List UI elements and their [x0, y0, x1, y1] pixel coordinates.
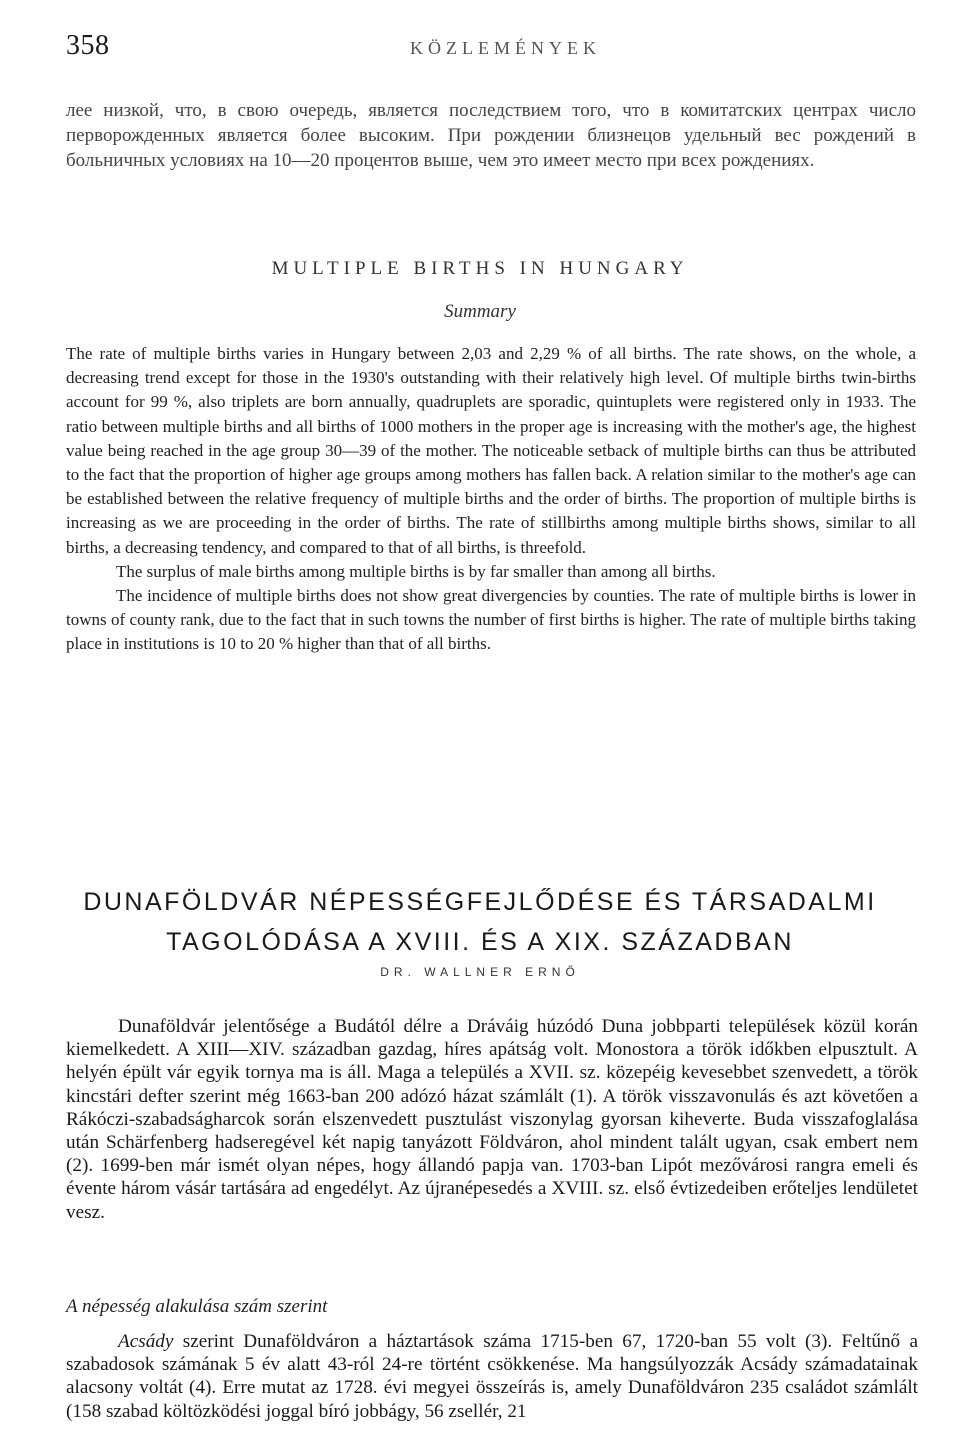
summary-paragraph: The surplus of male births among multiple births is by far smaller than among all births.: [116, 561, 716, 581]
page-header: [66, 30, 894, 70]
article-intro: [66, 1015, 918, 1224]
russian-summary-paragraph: лее низкой, что, в свою очередь, является последствием того, что в комитатских центрах число перворожденных является более высоким. При рождении близнецов удельный вес рождений в больничных условиях на 10—20 процентов выше, чем это имеет место при всех рождениях.: [66, 100, 916, 171]
summary-subtitle: Summary: [444, 301, 516, 322]
cited-author: Acsády: [118, 1331, 174, 1352]
summary-paragraph: The rate of multiple births varies in Hungary between 2,03 and 2,29 % of all births. The rate shows, on the whole, a decreasing trend except for those in the 1930's outstanding with their relatively high level. Of multiple births twin-births account for 99 %, also triplets are born annually, quadruplets are sporadic, quintuplets were registered only in 1933. The ratio between multiple births and all births of 1000 mothers in the proper age is increasing with the mother's age, the highest value being reached in the age group 30—39 of the mother. The noticeable setback of multiple births can thus be attributed to the fact that the proportion of higher age groups among mothers has fallen back. A relation similar to the mother's age can be established between the relative frequency of multiple births and the order of births. The proportion of multiple births is increasing as we are proceeding in the order of births. The rate of stillbirths among multiple births shows, similar to all births, a decreasing tendency, and compared to that of all births, is threefold.: [66, 344, 916, 557]
summary-paragraph: The incidence of multiple births does not show great divergencies by counties. The rate of multiple births is lower in towns of county rank, due to the fact that in such towns the number of first births is higher. The rate of multiple births taking place in institutions is 10 to 20 % higher than that of all births.: [66, 586, 916, 654]
article-section-body: [66, 1330, 918, 1423]
article-title: DUNAFÖLDVÁR NÉPESSÉGFEJLŐDÉSE ÉS TÁRSADALMI TAGOLÓDÁSA A XVIII. ÉS A XIX. SZÁZADBAN: [83, 888, 877, 956]
page-number: 358: [66, 30, 110, 61]
paragraph-text: szerint Dunaföldváron a háztartások száma 1715-ben 67, 1720-ban 55 volt (3). Feltűnő a szabadosok számának 5 év alatt 43-ról 24-re történt csökkenése. Ma hangsúlyozzák Acsády számadatainak alacsony voltát (4). Erre mutat az 1728. évi megyei összeírás is, amely Dunaföldváron 235 családot számlált (158 szabad költözködési joggal bíró jobbágy, 56 zsellér, 21: [66, 1331, 918, 1422]
body-paragraph: Dunaföldvár jelentősége a Budától délre a Dráváig húzódó Duna jobbparti települések közül korán kiemelkedett. A XIII—XIV. században gazdag, híres apátság volt. Monostora a török időkben elpusztult. A helyén épült vár egyik tornya ma is áll. Maga a település a XVII. sz. közepéig kevesebbet szenvedett, a török kincstári defter szerint még 1663-ban 200 adózó házat számlált (1). A török visszavonulás és azt követően a Rákóczi-szabadságharcok során elszenvedett pusztulást viszonylag gyorsan kiheverte. Buda visszafoglalása után Schärfenberg hadseregével két napig tanyázott Földváron, ahol mindent talált ugyan, csak embert nem (2). 1699-ben már ismét olyan népes, hogy állandó papja van. 1703-ban Lipót mezővárosi rangra emeli és évente három vásár tartására ad engedélyt. Az újranépesedés a XVIII. sz. első évtizedeiben erőteljes lendületet vesz.: [66, 1016, 918, 1223]
english-summary: [66, 342, 916, 657]
article-author: DR. WALLNER ERNŐ: [380, 965, 580, 979]
section-heading: A népesség alakulása szám szerint: [66, 1296, 328, 1317]
running-head: KÖZLEMÉNYEK: [410, 38, 601, 58]
body-paragraph: [66, 1330, 918, 1423]
summary-title: MULTIPLE BIRTHS IN HUNGARY: [271, 258, 689, 279]
